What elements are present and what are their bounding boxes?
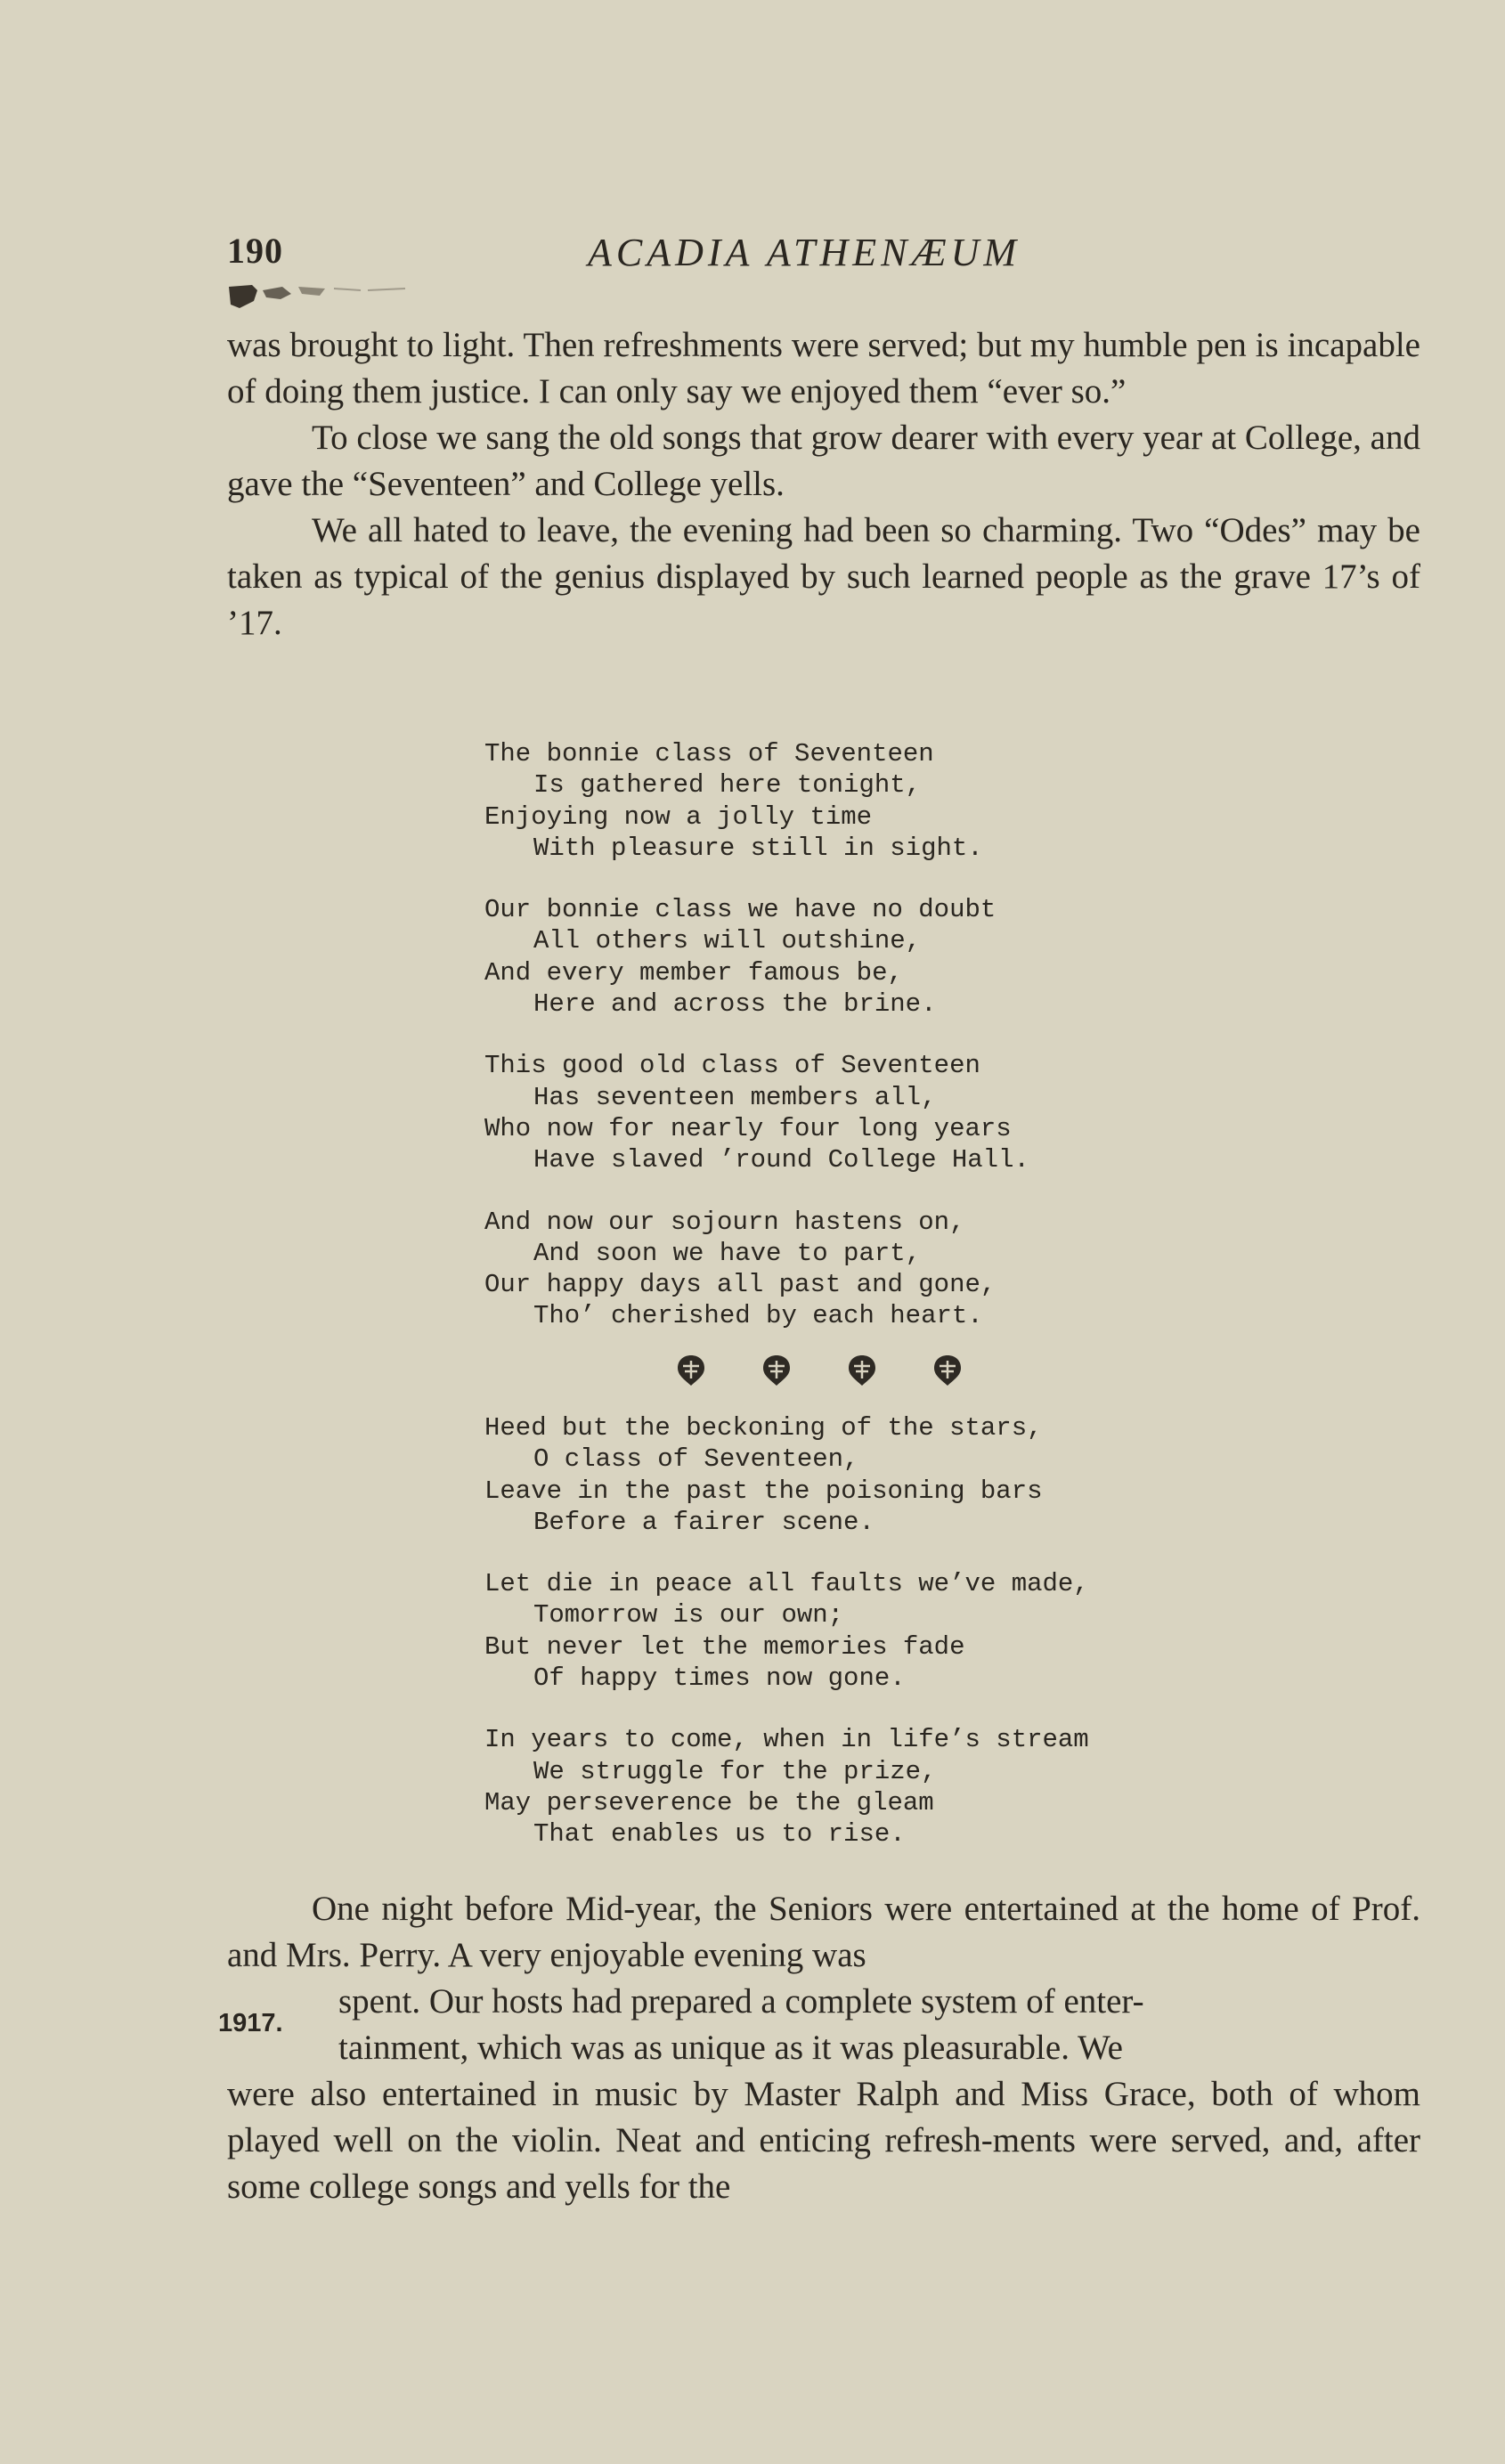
poem-line: And soon we have to part, — [533, 1238, 922, 1268]
poem-line: We struggle for the prize, — [533, 1756, 937, 1786]
page-number: 190 — [227, 231, 283, 271]
paragraph-part: One night before Mid-year, the Seniors were entertained at the home of Prof. and Mrs. Perry. A very enjoyable evening was — [227, 1890, 1420, 1974]
poem-line: And now our sojourn hastens on, — [484, 1207, 965, 1237]
poem-line: May perseverence be the gleam — [484, 1787, 934, 1818]
paragraph: We all hated to leave, the evening had been so charming. Two “Odes” may be taken as typical of the genius displayed by such learned people as the grave 17’s of ’17. — [227, 511, 1420, 642]
poem-line: Our bonnie class we have no doubt — [484, 895, 997, 925]
poem-line: Enjoying now a jolly time — [484, 801, 873, 832]
poem-line: Of happy times now gone. — [533, 1663, 906, 1694]
poem-line: Who now for nearly four long years — [484, 1113, 1012, 1143]
poem-line: Have slaved ’round College Hall. — [533, 1145, 1029, 1175]
poem-line: Heed but the beckoning of the stars, — [484, 1413, 1043, 1443]
poem-line: Tomorrow is our own; — [533, 1600, 844, 1630]
opening-prose — [227, 322, 1420, 646]
stanza — [484, 1207, 1286, 1332]
page-header — [227, 230, 1411, 283]
poem-line: All others will outshine, — [533, 926, 922, 956]
stanza — [484, 738, 1286, 864]
poem-line: Is gathered here tonight, — [533, 770, 922, 801]
poem-line: Before a fairer scene. — [533, 1507, 875, 1537]
poem-line: With pleasure still in sight. — [533, 833, 983, 863]
poem-line: In years to come, when in life’s stream — [484, 1725, 1089, 1755]
stanza — [484, 1568, 1286, 1694]
poem-line: But never let the memories fade — [484, 1631, 965, 1662]
stanza — [484, 1412, 1286, 1538]
margin-note-year: 1917. — [218, 2009, 283, 2037]
paragraph-part: were also entertained in music by Master Ralph and Miss Grace, both of whom played well on the violin. Neat and enticing refresh-ments were served, and, after some college songs and yells for the — [227, 2075, 1420, 2206]
poem-line: O class of Seventeen, — [533, 1444, 859, 1475]
fleuron-icon — [929, 1352, 966, 1389]
poem-line: Has seventeen members all, — [533, 1082, 937, 1112]
poem-line: And every member famous be, — [484, 957, 903, 988]
first-ode — [484, 738, 1286, 1362]
poem-line: Our happy days all past and gone, — [484, 1270, 997, 1300]
poem-line: Let die in peace all faults we’ve made, — [484, 1569, 1089, 1599]
poem-line: Here and across the brine. — [533, 989, 937, 1020]
stanza — [484, 1050, 1286, 1175]
running-title: ACADIA ATHENÆUM — [588, 231, 1021, 274]
header-ornament-icon — [227, 281, 410, 313]
poem-line: The bonnie class of Seventeen — [484, 739, 934, 768]
fleuron-icon — [758, 1352, 795, 1389]
paragraph-part: tainment, which was as unique as it was pleasurable. We — [338, 2029, 1123, 2067]
paragraph: was brought to light. Then refreshments were served; but my humble pen is incapable of doing them justice. I can only say we enjoyed them “ever so.” — [227, 326, 1420, 411]
paragraph: To close we sang the old songs that grow dearer with every year at College, and gave the “Seventeen” and College yells. — [227, 419, 1420, 503]
stanza — [484, 894, 1286, 1020]
stanza — [484, 1724, 1286, 1850]
poem-line: That enables us to rise. — [533, 1819, 906, 1850]
fleuron-icon — [672, 1352, 710, 1389]
second-ode — [484, 1412, 1286, 1881]
paragraph-part: spent. Our hosts had prepared a complete system of enter- — [338, 1982, 1144, 2021]
poem-line: This good old class of Seventeen — [484, 1051, 980, 1081]
closing-prose — [227, 1886, 1420, 2210]
fleuron-icon — [843, 1352, 881, 1389]
poem-line: Leave in the past the poisoning bars — [484, 1476, 1043, 1506]
ornament-divider — [672, 1352, 966, 1393]
poem-line: Tho’ cherished by each heart. — [533, 1301, 983, 1331]
